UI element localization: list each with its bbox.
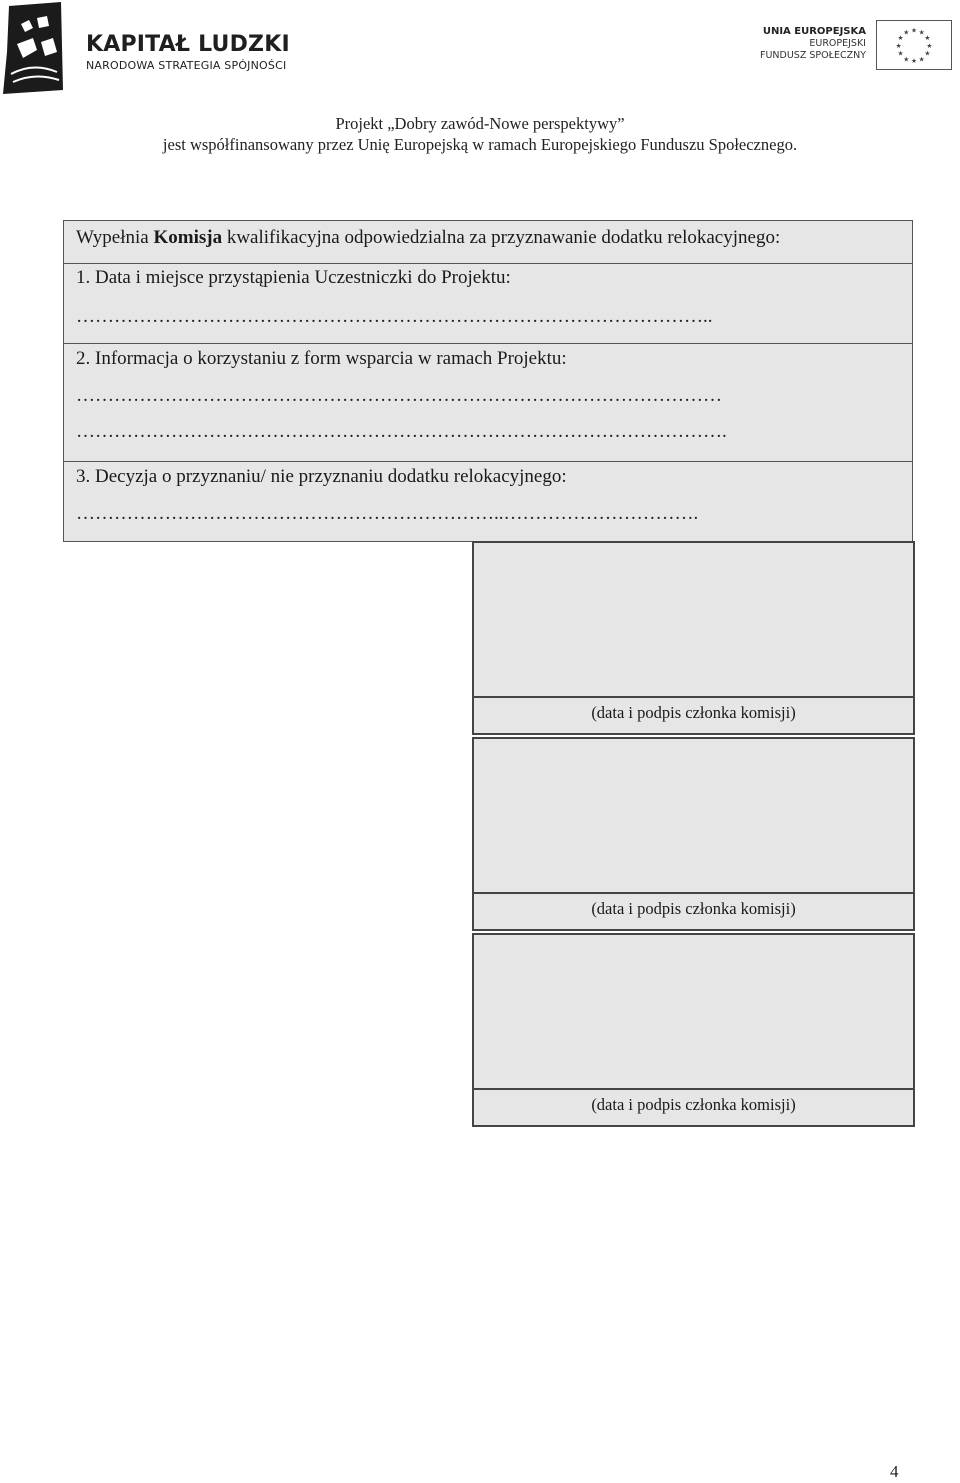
item2-label: 2. Informacja o korzystaniu z form wsparcia w ramach Projektu: xyxy=(76,348,567,369)
commission-form xyxy=(63,220,913,542)
svg-text:★: ★ xyxy=(924,49,931,58)
form-intro-prefix: Wypełnia xyxy=(76,227,154,248)
eu-flag-icon xyxy=(876,20,952,70)
eu-logo-line2: EUROPEJSKI xyxy=(809,38,866,49)
eu-logo-text xyxy=(760,26,866,62)
eu-logo-line1: UNIA EUROPEJSKA xyxy=(762,26,866,37)
svg-text:★: ★ xyxy=(895,41,902,50)
svg-text:★: ★ xyxy=(918,28,925,37)
form-row-item2 xyxy=(64,343,912,344)
signature-box-2[interactable] xyxy=(472,737,915,931)
page-number: 4 xyxy=(890,1462,899,1481)
svg-text:★: ★ xyxy=(897,34,904,43)
item1-label: 1. Data i miejsce przystąpienia Uczestniczki do Projektu: xyxy=(76,267,511,288)
form-intro-bold: Komisja xyxy=(153,227,223,248)
svg-text:★: ★ xyxy=(926,41,933,50)
svg-text:★: ★ xyxy=(910,57,918,66)
svg-text:★: ★ xyxy=(903,28,910,37)
svg-text:★: ★ xyxy=(918,55,925,64)
signature-caption-area xyxy=(474,1088,913,1125)
kapital-ludzki-logo xyxy=(3,2,303,94)
signature-caption: (data i podpis członka komisji) xyxy=(591,899,796,918)
signature-box-1[interactable] xyxy=(472,541,915,735)
eu-logo xyxy=(762,20,952,76)
kapital-ludzki-emblem-icon xyxy=(3,2,67,94)
kapital-ludzki-title: KAPITAŁ LUDZKI xyxy=(86,32,290,57)
item3-label: 3. Decyzja o przyznaniu/ nie przyznaniu dodatku relokacyjnego: xyxy=(76,466,567,487)
eu-logo-line3: FUNDUSZ SPOŁECZNY xyxy=(760,50,866,61)
item1-entry-field[interactable]: ……………………………………………………………………………………….. xyxy=(76,306,713,327)
signature-caption: (data i podpis członka komisji) xyxy=(591,1095,796,1114)
kapital-ludzki-subtitle: NARODOWA STRATEGIA SPÓJNOŚCI xyxy=(86,59,287,72)
item2-entry-field-line2[interactable]: …………………………………………………………………………………………. xyxy=(76,421,727,442)
form-intro xyxy=(76,227,780,249)
svg-text:★: ★ xyxy=(910,26,918,35)
svg-text:★: ★ xyxy=(897,49,904,58)
signature-caption: (data i podpis członka komisji) xyxy=(591,703,796,722)
form-row-item3 xyxy=(64,461,912,462)
item3-entry-field[interactable]: …………………………………………………………..…………………………. xyxy=(76,503,699,524)
project-title: Projekt „Dobry zawód-Nowe perspektywy” xyxy=(335,114,625,133)
signature-box-3[interactable] xyxy=(472,933,915,1127)
item2-entry-field-line1[interactable]: ………………………………………………………………………………………… xyxy=(76,385,722,406)
signature-caption-area xyxy=(474,892,913,929)
form-row-item1 xyxy=(64,263,912,264)
svg-text:★: ★ xyxy=(903,55,910,64)
form-intro-suffix: kwalifikacyjna odpowiedzialna za przyznawanie dodatku relokacyjnego: xyxy=(222,227,781,248)
svg-text:★: ★ xyxy=(924,34,931,43)
cofinancing-note: jest współfinansowany przez Unię Europejską w ramach Europejskiego Funduszu Społecznego. xyxy=(162,135,798,154)
signature-caption-area xyxy=(474,696,913,733)
